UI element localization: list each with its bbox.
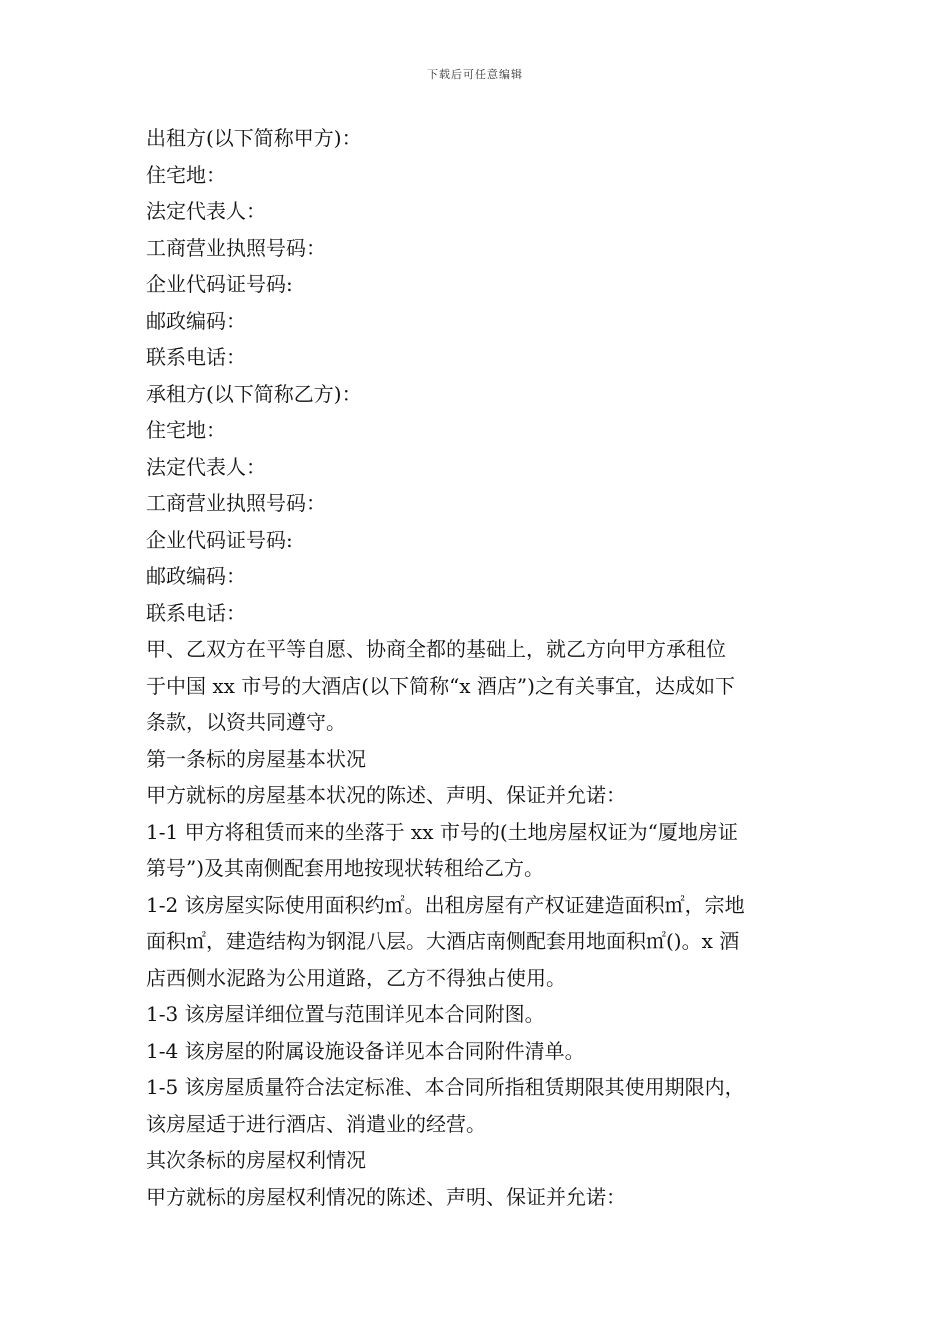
- intro-line: 于中国 xx 市号的大酒店(以下简称“x 酒店”)之有关事宜，达成如下: [146, 673, 735, 698]
- clause-1-4: 1-4 该房屋的附属设施设备详见本合同附件清单。: [146, 1038, 585, 1063]
- intro-line: 条款，以资共同遵守。: [146, 710, 346, 734]
- lessor-license: 工商营业执照号码：: [146, 235, 326, 260]
- clause-1-5: [146, 1069, 816, 1142]
- article1-title: 第一条标的房屋基本状况: [146, 746, 366, 771]
- clause-line: 该房屋适于进行酒店、消遣业的经营。: [146, 1111, 486, 1136]
- article2-lead: 甲方就标的房屋权利情况的陈述、声明、保证并允诺：: [146, 1184, 626, 1209]
- clause-line: 店西侧水泥路为公用道路，乙方不得独占使用。: [146, 965, 566, 990]
- lessee-title: 承租方(以下简称乙方)：: [146, 381, 362, 406]
- article2-title: 其次条标的房屋权利情况: [146, 1148, 366, 1172]
- clause-1-3: 1-3 该房屋详细位置与范围详见本合同附图。: [146, 1002, 545, 1026]
- lessor-title: 出租方(以下简称甲方)：: [146, 126, 362, 150]
- lessee-org-code: 企业代码证号码:: [146, 527, 293, 552]
- lessor-representative: 法定代表人：: [146, 199, 266, 223]
- page-header: 下载后可任意编辑: [427, 68, 523, 81]
- clause-1-2: [146, 887, 816, 997]
- lessor-phone: 联系电话：: [146, 345, 246, 369]
- lessee-phone: 联系电话：: [146, 600, 246, 625]
- lessor-postcode: 邮政编码：: [146, 308, 246, 333]
- clause-1-1: [146, 814, 816, 887]
- contract-body: [146, 120, 816, 1215]
- clause-line: 1-1 甲方将租赁而来的坐落于 xx 市号的(土地房屋权证为“厦地房证: [146, 819, 738, 844]
- clause-line: 面积㎡，建造结构为钢混八层。大酒店南侧配套用地面积㎡()。x 酒: [146, 929, 740, 953]
- lessee-representative: 法定代表人：: [146, 454, 266, 479]
- clause-line: 第号”)及其南侧配套用地按现状转租给乙方。: [146, 856, 545, 880]
- clause-line: 1-5 该房屋质量符合法定标准、本合同所指租赁期限其使用期限内，: [146, 1075, 745, 1099]
- lessee-address: 住宅地：: [146, 418, 226, 442]
- intro-line: 甲、乙双方在平等自愿、协商全都的基础上，就乙方向甲方承租位: [146, 637, 726, 661]
- intro-paragraph: [146, 631, 816, 741]
- clause-line: 1-2 该房屋实际使用面积约㎡。出租房屋有产权证建造面积㎡，宗地: [146, 892, 745, 917]
- lessee-postcode: 邮政编码：: [146, 564, 246, 588]
- lessee-license: 工商营业执照号码：: [146, 491, 326, 515]
- article1-lead: 甲方就标的房屋基本状况的陈述、声明、保证并允诺：: [146, 783, 626, 807]
- lessor-org-code: 企业代码证号码:: [146, 272, 293, 296]
- lessor-address: 住宅地：: [146, 162, 226, 187]
